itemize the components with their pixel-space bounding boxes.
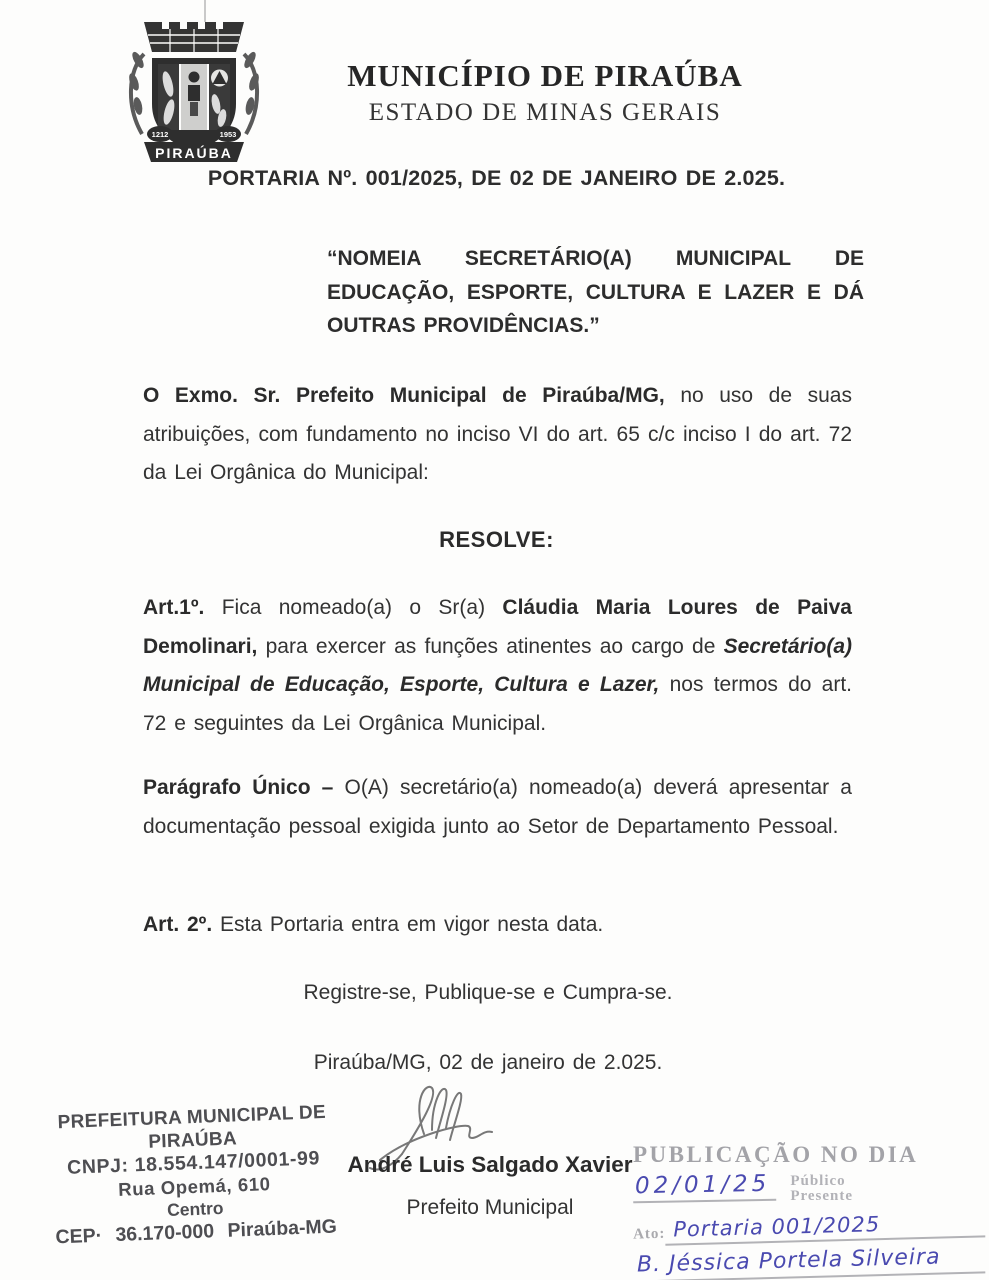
preamble-lead: O Exmo. Sr. Prefeito Municipal de Piraúba/MG, xyxy=(143,384,665,407)
state-title: ESTADO DE MINAS GERAIS xyxy=(368,99,722,126)
appointed-position: Secretário(a) Municipal de Educação, Esporte, Cultura e Lazer, xyxy=(143,634,852,696)
document-header xyxy=(300,58,790,127)
sole-paragraph xyxy=(143,769,852,846)
signer-name: André Luis Salgado Xavier xyxy=(347,1152,633,1177)
crest-banner-text: PIRAÚBA xyxy=(155,145,233,161)
stamp-line-cep: CEP· 36.170-000 Piraúba-MG xyxy=(55,1215,338,1249)
stamp-line-prefeitura: PREFEITURA MUNICIPAL DE PIRAÚBA xyxy=(57,1101,327,1153)
stamp-line-street: Rua Opemá, 610 xyxy=(117,1173,271,1200)
act-value-handwritten: Portaria 001/2025 xyxy=(665,1209,985,1245)
ordinance-summary: “NOMEIA SECRETÁRIO(A) MUNICIPAL DE EDUCAÇÃO, ESPORTE, CULTURA E LAZER E DÁ OUTRAS PROVIDÊNCIAS.” xyxy=(327,247,864,337)
ordinance-title: PORTARIA Nº. 001/2025, DE 02 DE JANEIRO DE 2.025. xyxy=(207,166,786,190)
publication-stamp-title: PUBLICAÇÃO NO DIA xyxy=(633,1142,919,1167)
publication-date-handwritten: 02/01/25 xyxy=(633,1171,777,1203)
stamp-line-cnpj: CNPJ: 18.554.147/0001-99 xyxy=(66,1147,321,1179)
crest-year-left: 1212 xyxy=(151,130,169,139)
resolve-heading: RESOLVE: xyxy=(439,527,554,552)
publication-note xyxy=(790,1174,853,1204)
crest-year-right: 1953 xyxy=(219,130,237,139)
appointee-name: Cláudia Maria Loures de Paiva Demolinari, xyxy=(143,596,852,658)
article-2-label: Art. 2º. xyxy=(143,913,213,936)
act-label: Ato: xyxy=(632,1225,666,1243)
sole-paragraph-body: O(A) secretário(a) nomeado(a) deverá apresentar a documentação pessoal exigida junto ao Setor de Departamento Pessoal. xyxy=(143,776,852,838)
publication-signature-handwritten: B. Jéssica Portela Silveira xyxy=(633,1243,986,1280)
preamble-body: no uso de suas atribuições, com fundamento no inciso VI do art. 65 c/c inciso I do art. 72 da Lei Orgânica do Municipal: xyxy=(143,384,852,484)
municipality-title: MUNICÍPIO DE PIRAÚBA xyxy=(347,58,743,93)
signer-role: Prefeito Municipal xyxy=(406,1196,574,1219)
article-1-text-2: para exercer as funções atinentes ao cargo de xyxy=(257,634,724,658)
dateline: Piraúba/MG, 02 de janeiro de 2.025. xyxy=(313,1051,663,1074)
sole-paragraph-label: Parágrafo Único – xyxy=(143,776,334,799)
publication-note-line2: Presente xyxy=(790,1188,854,1204)
publication-stamp xyxy=(633,1142,985,1278)
closing-formula: Registre-se, Publique-se e Cumpra-se. xyxy=(303,981,673,1004)
coat-of-arms-icon xyxy=(108,12,280,166)
city-hall-stamp xyxy=(23,1100,364,1251)
publication-note-line1: Público xyxy=(790,1173,846,1189)
article-2-paragraph xyxy=(143,906,852,945)
article-1-paragraph xyxy=(143,589,852,743)
article-1-text-3: nos termos do art. 72 e seguintes da Lei Orgânica Municipal. xyxy=(143,673,852,735)
preamble-paragraph xyxy=(143,377,852,493)
article-1-label: Art.1º. xyxy=(143,596,205,619)
stamp-line-district: Centro xyxy=(166,1197,224,1221)
article-1-text-1: Fica nomeado(a) o Sr(a) xyxy=(204,596,503,619)
article-2-body: Esta Portaria entra em vigor nesta data. xyxy=(212,913,604,936)
